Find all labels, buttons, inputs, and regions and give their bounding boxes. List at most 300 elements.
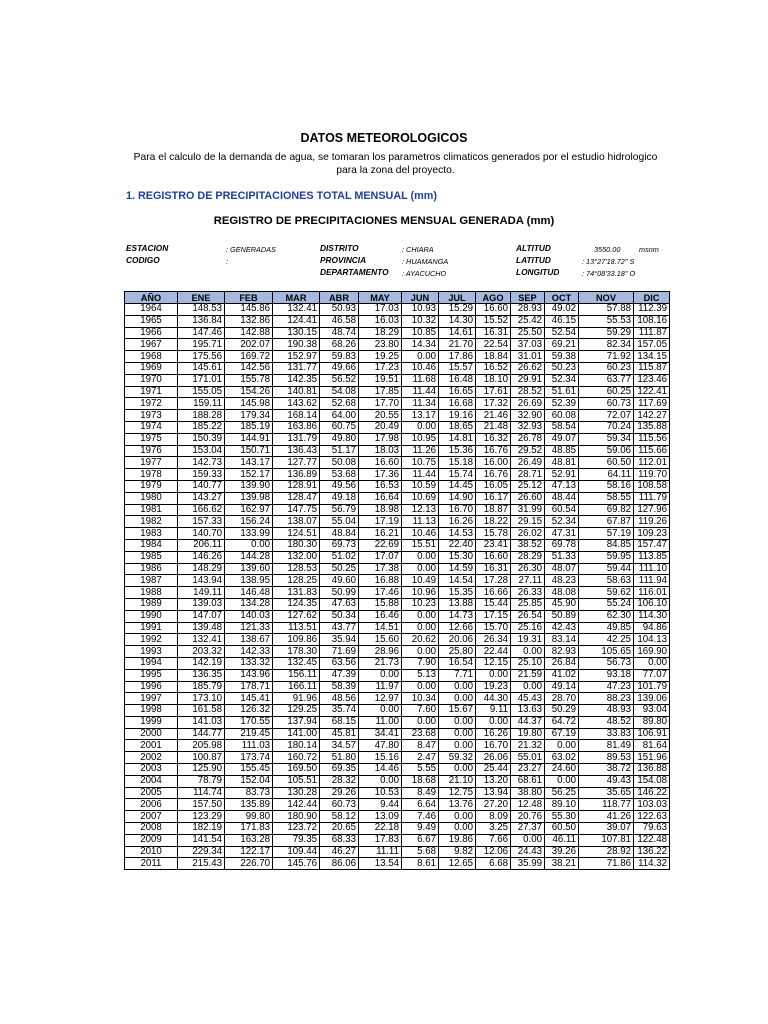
- table-row: [125, 799, 670, 811]
- altitud-value: 3550.00: [594, 245, 621, 254]
- value-cell: 63.77: [579, 374, 634, 386]
- estacion-value: : GENERADAS: [226, 245, 276, 254]
- value-cell: 29.26: [320, 787, 359, 799]
- value-cell: 155.05: [178, 386, 225, 398]
- value-cell: 48.44: [545, 492, 579, 504]
- value-cell: 106.91: [634, 728, 670, 740]
- value-cell: 17.38: [359, 563, 402, 575]
- value-cell: 6.67: [402, 834, 439, 846]
- value-cell: 16.03: [359, 315, 402, 327]
- value-cell: 108.58: [634, 480, 670, 492]
- value-cell: 25.85: [511, 598, 545, 610]
- value-cell: 51.17: [320, 445, 359, 457]
- table-row: [125, 811, 670, 823]
- value-cell: 17.70: [359, 398, 402, 410]
- value-cell: 3.25: [476, 823, 511, 835]
- table-row: [125, 834, 670, 846]
- value-cell: 163.86: [273, 421, 320, 433]
- value-cell: 49.66: [320, 362, 359, 374]
- value-cell: 203.32: [178, 646, 225, 658]
- value-cell: 17.85: [359, 386, 402, 398]
- table-row: [125, 669, 670, 681]
- value-cell: 22.44: [476, 646, 511, 658]
- altitud-unit: msnm: [639, 245, 659, 254]
- value-cell: 141.54: [178, 834, 225, 846]
- value-cell: 14.81: [439, 433, 476, 445]
- value-cell: 17.23: [359, 362, 402, 374]
- value-cell: 142.27: [634, 410, 670, 422]
- value-cell: 105.51: [273, 775, 320, 787]
- year-cell: 1968: [125, 351, 178, 363]
- value-cell: 93.18: [579, 669, 634, 681]
- value-cell: 26.78: [511, 433, 545, 445]
- value-cell: 9.44: [359, 799, 402, 811]
- table-row: [125, 528, 670, 540]
- value-cell: 58.55: [579, 492, 634, 504]
- table-row: [125, 693, 670, 705]
- value-cell: 169.50: [273, 764, 320, 776]
- value-cell: 48.85: [545, 445, 579, 457]
- table-row: [125, 551, 670, 563]
- value-cell: 152.04: [225, 775, 273, 787]
- year-cell: 1995: [125, 669, 178, 681]
- year-cell: 1993: [125, 646, 178, 658]
- value-cell: 17.86: [439, 351, 476, 363]
- value-cell: 59.44: [579, 563, 634, 575]
- value-cell: 48.84: [320, 528, 359, 540]
- value-cell: 131.79: [273, 433, 320, 445]
- table-row: [125, 681, 670, 693]
- value-cell: 153.04: [178, 445, 225, 457]
- value-cell: 60.08: [545, 410, 579, 422]
- value-cell: 13.94: [476, 787, 511, 799]
- value-cell: 56.73: [579, 657, 634, 669]
- value-cell: 175.56: [178, 351, 225, 363]
- year-cell: 2007: [125, 811, 178, 823]
- value-cell: 180.30: [273, 539, 320, 551]
- value-cell: 0.00: [476, 669, 511, 681]
- value-cell: 145.98: [225, 398, 273, 410]
- value-cell: 12.13: [402, 504, 439, 516]
- year-cell: 1977: [125, 457, 178, 469]
- value-cell: 14.46: [359, 764, 402, 776]
- table-row: [125, 445, 670, 457]
- value-cell: 145.86: [225, 304, 273, 316]
- value-cell: 111.03: [225, 740, 273, 752]
- distrito-value: : CHIARA: [402, 245, 434, 254]
- value-cell: 60.50: [579, 457, 634, 469]
- value-cell: 48.08: [545, 587, 579, 599]
- table-row: [125, 764, 670, 776]
- year-cell: 1967: [125, 339, 178, 351]
- value-cell: 7.90: [402, 657, 439, 669]
- value-cell: 0.00: [402, 421, 439, 433]
- value-cell: 109.44: [273, 846, 320, 858]
- value-cell: 0.00: [439, 740, 476, 752]
- value-cell: 26.30: [511, 563, 545, 575]
- table-row: [125, 351, 670, 363]
- value-cell: 0.00: [402, 681, 439, 693]
- value-cell: 22.54: [476, 339, 511, 351]
- value-cell: 49.43: [579, 775, 634, 787]
- value-cell: 50.08: [320, 457, 359, 469]
- value-cell: 45.43: [511, 693, 545, 705]
- value-cell: 144.28: [225, 551, 273, 563]
- value-cell: 86.06: [320, 858, 359, 870]
- value-cell: 122.48: [634, 834, 670, 846]
- column-header: ENE: [178, 292, 225, 304]
- value-cell: 16.64: [359, 492, 402, 504]
- value-cell: 119.26: [634, 516, 670, 528]
- value-cell: 26.84: [545, 657, 579, 669]
- value-cell: 16.68: [439, 398, 476, 410]
- longitud-value: : 74°08'33.18" O: [582, 269, 636, 278]
- value-cell: 21.73: [359, 657, 402, 669]
- table-row: [125, 362, 670, 374]
- value-cell: 52.91: [545, 469, 579, 481]
- value-cell: 138.67: [225, 634, 273, 646]
- value-cell: 0.00: [439, 693, 476, 705]
- value-cell: 16.60: [476, 304, 511, 316]
- value-cell: 12.48: [511, 799, 545, 811]
- value-cell: 49.07: [545, 433, 579, 445]
- value-cell: 26.33: [511, 587, 545, 599]
- year-cell: 2000: [125, 728, 178, 740]
- provincia-value: : HUAMANGA: [402, 257, 449, 266]
- value-cell: 33.83: [579, 728, 634, 740]
- value-cell: 124.51: [273, 528, 320, 540]
- value-cell: 56.79: [320, 504, 359, 516]
- value-cell: 24.43: [511, 846, 545, 858]
- value-cell: 0.00: [439, 823, 476, 835]
- value-cell: 152.97: [273, 351, 320, 363]
- value-cell: 52.34: [545, 374, 579, 386]
- value-cell: 0.00: [402, 563, 439, 575]
- value-cell: 10.95: [402, 433, 439, 445]
- value-cell: 14.59: [439, 563, 476, 575]
- value-cell: 0.00: [439, 764, 476, 776]
- value-cell: 113.51: [273, 622, 320, 634]
- table-title: REGISTRO DE PRECIPITACIONES MENSUAL GENERADA (mm): [213, 215, 555, 227]
- year-cell: 1980: [125, 492, 178, 504]
- value-cell: 139.98: [225, 492, 273, 504]
- value-cell: 89.10: [545, 799, 579, 811]
- table-row: [125, 858, 670, 870]
- value-cell: 13.76: [439, 799, 476, 811]
- value-cell: 17.36: [359, 469, 402, 481]
- value-cell: 51.33: [545, 551, 579, 563]
- latitud-value: : 13°27'18.72" S: [582, 257, 635, 266]
- value-cell: 25.12: [511, 480, 545, 492]
- value-cell: 140.77: [178, 480, 225, 492]
- value-cell: 91.96: [273, 693, 320, 705]
- value-cell: 22.18: [359, 823, 402, 835]
- value-cell: 15.74: [439, 469, 476, 481]
- value-cell: 154.08: [634, 775, 670, 787]
- value-cell: 16.31: [476, 327, 511, 339]
- value-cell: 5.68: [402, 846, 439, 858]
- value-cell: 10.34: [402, 693, 439, 705]
- value-cell: 185.22: [178, 421, 225, 433]
- value-cell: 16.70: [439, 504, 476, 516]
- value-cell: 226.70: [225, 858, 273, 870]
- value-cell: 143.17: [225, 457, 273, 469]
- value-cell: 135.89: [225, 799, 273, 811]
- value-cell: 111.10: [634, 563, 670, 575]
- value-cell: 18.22: [476, 516, 511, 528]
- value-cell: 64.72: [545, 716, 579, 728]
- year-cell: 2002: [125, 752, 178, 764]
- value-cell: 49.18: [320, 492, 359, 504]
- value-cell: 115.87: [634, 362, 670, 374]
- value-cell: 11.26: [402, 445, 439, 457]
- value-cell: 0.00: [439, 811, 476, 823]
- value-cell: 142.19: [178, 657, 225, 669]
- value-cell: 143.62: [273, 398, 320, 410]
- column-header: DIC: [634, 292, 670, 304]
- table-row: [125, 457, 670, 469]
- value-cell: 121.33: [225, 622, 273, 634]
- value-cell: 26.34: [476, 634, 511, 646]
- value-cell: 125.90: [178, 764, 225, 776]
- column-header: MAR: [273, 292, 320, 304]
- value-cell: 0.00: [402, 622, 439, 634]
- value-cell: 5.13: [402, 669, 439, 681]
- value-cell: 26.60: [511, 492, 545, 504]
- value-cell: 100.87: [178, 752, 225, 764]
- value-cell: 16.17: [476, 492, 511, 504]
- value-cell: 6.64: [402, 799, 439, 811]
- value-cell: 38.72: [579, 764, 634, 776]
- value-cell: 59.83: [320, 351, 359, 363]
- value-cell: 16.70: [476, 740, 511, 752]
- value-cell: 136.89: [273, 469, 320, 481]
- value-cell: 131.77: [273, 362, 320, 374]
- value-cell: 123.46: [634, 374, 670, 386]
- value-cell: 18.65: [439, 421, 476, 433]
- value-cell: 71.69: [320, 646, 359, 658]
- value-cell: 38.21: [545, 858, 579, 870]
- value-cell: 0.00: [439, 728, 476, 740]
- value-cell: 0.00: [634, 657, 670, 669]
- table-row: [125, 315, 670, 327]
- year-cell: 1989: [125, 598, 178, 610]
- value-cell: 185.19: [225, 421, 273, 433]
- value-cell: 180.14: [273, 740, 320, 752]
- value-cell: 190.38: [273, 339, 320, 351]
- value-cell: 131.83: [273, 587, 320, 599]
- value-cell: 57.19: [579, 528, 634, 540]
- value-cell: 59.38: [545, 351, 579, 363]
- year-cell: 1966: [125, 327, 178, 339]
- value-cell: 195.71: [178, 339, 225, 351]
- value-cell: 17.98: [359, 433, 402, 445]
- codigo-value: :: [226, 257, 229, 266]
- value-cell: 16.60: [476, 551, 511, 563]
- value-cell: 0.00: [402, 610, 439, 622]
- value-cell: 134.15: [634, 351, 670, 363]
- value-cell: 18.98: [359, 504, 402, 516]
- value-cell: 16.21: [359, 528, 402, 540]
- year-cell: 1981: [125, 504, 178, 516]
- value-cell: 126.32: [225, 705, 273, 717]
- table-row: [125, 504, 670, 516]
- column-header: SEP: [511, 292, 545, 304]
- value-cell: 124.41: [273, 315, 320, 327]
- value-cell: 178.30: [273, 646, 320, 658]
- value-cell: 128.53: [273, 563, 320, 575]
- value-cell: 141.03: [178, 716, 225, 728]
- year-cell: 1982: [125, 516, 178, 528]
- value-cell: 136.43: [273, 445, 320, 457]
- value-cell: 6.68: [476, 858, 511, 870]
- value-cell: 12.97: [359, 693, 402, 705]
- value-cell: 68.15: [320, 716, 359, 728]
- value-cell: 8.61: [402, 858, 439, 870]
- value-cell: 173.10: [178, 693, 225, 705]
- value-cell: 16.65: [439, 386, 476, 398]
- value-cell: 162.97: [225, 504, 273, 516]
- table-row: [125, 410, 670, 422]
- value-cell: 10.46: [402, 362, 439, 374]
- value-cell: 63.56: [320, 657, 359, 669]
- year-cell: 1983: [125, 528, 178, 540]
- value-cell: 111.94: [634, 575, 670, 587]
- value-cell: 39.07: [579, 823, 634, 835]
- value-cell: 17.32: [476, 398, 511, 410]
- value-cell: 35.74: [320, 705, 359, 717]
- value-cell: 11.11: [359, 846, 402, 858]
- value-cell: 44.30: [476, 693, 511, 705]
- value-cell: 46.27: [320, 846, 359, 858]
- value-cell: 11.68: [402, 374, 439, 386]
- year-cell: 1964: [125, 304, 178, 316]
- value-cell: 171.01: [178, 374, 225, 386]
- value-cell: 46.58: [320, 315, 359, 327]
- value-cell: 156.11: [273, 669, 320, 681]
- value-cell: 49.60: [320, 575, 359, 587]
- value-cell: 26.02: [511, 528, 545, 540]
- value-cell: 37.03: [511, 339, 545, 351]
- value-cell: 19.25: [359, 351, 402, 363]
- table-row: [125, 823, 670, 835]
- value-cell: 14.34: [402, 339, 439, 351]
- value-cell: 10.32: [402, 315, 439, 327]
- value-cell: 13.88: [439, 598, 476, 610]
- value-cell: 35.65: [579, 787, 634, 799]
- provincia-label: PROVINCIA: [320, 255, 367, 265]
- value-cell: 142.88: [225, 327, 273, 339]
- value-cell: 109.23: [634, 528, 670, 540]
- departamento-label: DEPARTAMENTO: [320, 267, 389, 277]
- value-cell: 14.73: [439, 610, 476, 622]
- value-cell: 15.30: [439, 551, 476, 563]
- value-cell: 89.80: [634, 716, 670, 728]
- value-cell: 10.23: [402, 598, 439, 610]
- value-cell: 28.92: [579, 846, 634, 858]
- year-cell: 2008: [125, 823, 178, 835]
- value-cell: 19.16: [439, 410, 476, 422]
- value-cell: 19.80: [511, 728, 545, 740]
- table-row: [125, 716, 670, 728]
- value-cell: 118.77: [579, 799, 634, 811]
- value-cell: 17.28: [476, 575, 511, 587]
- value-cell: 15.44: [476, 598, 511, 610]
- column-header: MAY: [359, 292, 402, 304]
- value-cell: 15.57: [439, 362, 476, 374]
- value-cell: 17.03: [359, 304, 402, 316]
- value-cell: 20.65: [320, 823, 359, 835]
- value-cell: 94.86: [634, 622, 670, 634]
- value-cell: 0.00: [402, 351, 439, 363]
- year-cell: 1990: [125, 610, 178, 622]
- value-cell: 59.34: [579, 433, 634, 445]
- value-cell: 31.01: [511, 351, 545, 363]
- value-cell: 159.33: [178, 469, 225, 481]
- value-cell: 111.79: [634, 492, 670, 504]
- value-cell: 14.54: [439, 575, 476, 587]
- value-cell: 12.15: [476, 657, 511, 669]
- value-cell: 142.35: [273, 374, 320, 386]
- value-cell: 0.00: [511, 646, 545, 658]
- value-cell: 46.15: [545, 315, 579, 327]
- value-cell: 16.76: [476, 469, 511, 481]
- value-cell: 63.02: [545, 752, 579, 764]
- value-cell: 157.05: [634, 339, 670, 351]
- value-cell: 29.91: [511, 374, 545, 386]
- value-cell: 150.71: [225, 445, 273, 457]
- value-cell: 21.70: [439, 339, 476, 351]
- value-cell: 155.45: [225, 764, 273, 776]
- value-cell: 155.78: [225, 374, 273, 386]
- latitud-label: LATITUD: [516, 255, 551, 265]
- value-cell: 10.69: [402, 492, 439, 504]
- value-cell: 114.30: [634, 610, 670, 622]
- value-cell: 56.25: [545, 787, 579, 799]
- value-cell: 15.70: [476, 622, 511, 634]
- value-cell: 17.15: [476, 610, 511, 622]
- value-cell: 60.75: [320, 421, 359, 433]
- value-cell: 127.96: [634, 504, 670, 516]
- value-cell: 8.47: [402, 740, 439, 752]
- value-cell: 12.75: [439, 787, 476, 799]
- value-cell: 52.54: [545, 327, 579, 339]
- table-row: [125, 575, 670, 587]
- value-cell: 10.93: [402, 304, 439, 316]
- value-cell: 42.25: [579, 634, 634, 646]
- value-cell: 15.36: [439, 445, 476, 457]
- value-cell: 49.56: [320, 480, 359, 492]
- value-cell: 20.76: [511, 811, 545, 823]
- value-cell: 147.07: [178, 610, 225, 622]
- value-cell: 10.85: [402, 327, 439, 339]
- value-cell: 50.34: [320, 610, 359, 622]
- table-row: [125, 327, 670, 339]
- value-cell: 55.04: [320, 516, 359, 528]
- value-cell: 48.52: [579, 716, 634, 728]
- value-cell: 16.00: [476, 457, 511, 469]
- value-cell: 20.55: [359, 410, 402, 422]
- value-cell: 84.85: [579, 539, 634, 551]
- value-cell: 149.11: [178, 587, 225, 599]
- value-cell: 83.73: [225, 787, 273, 799]
- intro-paragraph: Para el calculo de la demanda de agua, se tomaran los parametros climaticos generados por el estudio hidrologico para la zona del proyecto.: [133, 152, 658, 176]
- value-cell: 41.02: [545, 669, 579, 681]
- value-cell: 49.85: [579, 622, 634, 634]
- table-row: [125, 622, 670, 634]
- value-cell: 147.75: [273, 504, 320, 516]
- value-cell: 160.72: [273, 752, 320, 764]
